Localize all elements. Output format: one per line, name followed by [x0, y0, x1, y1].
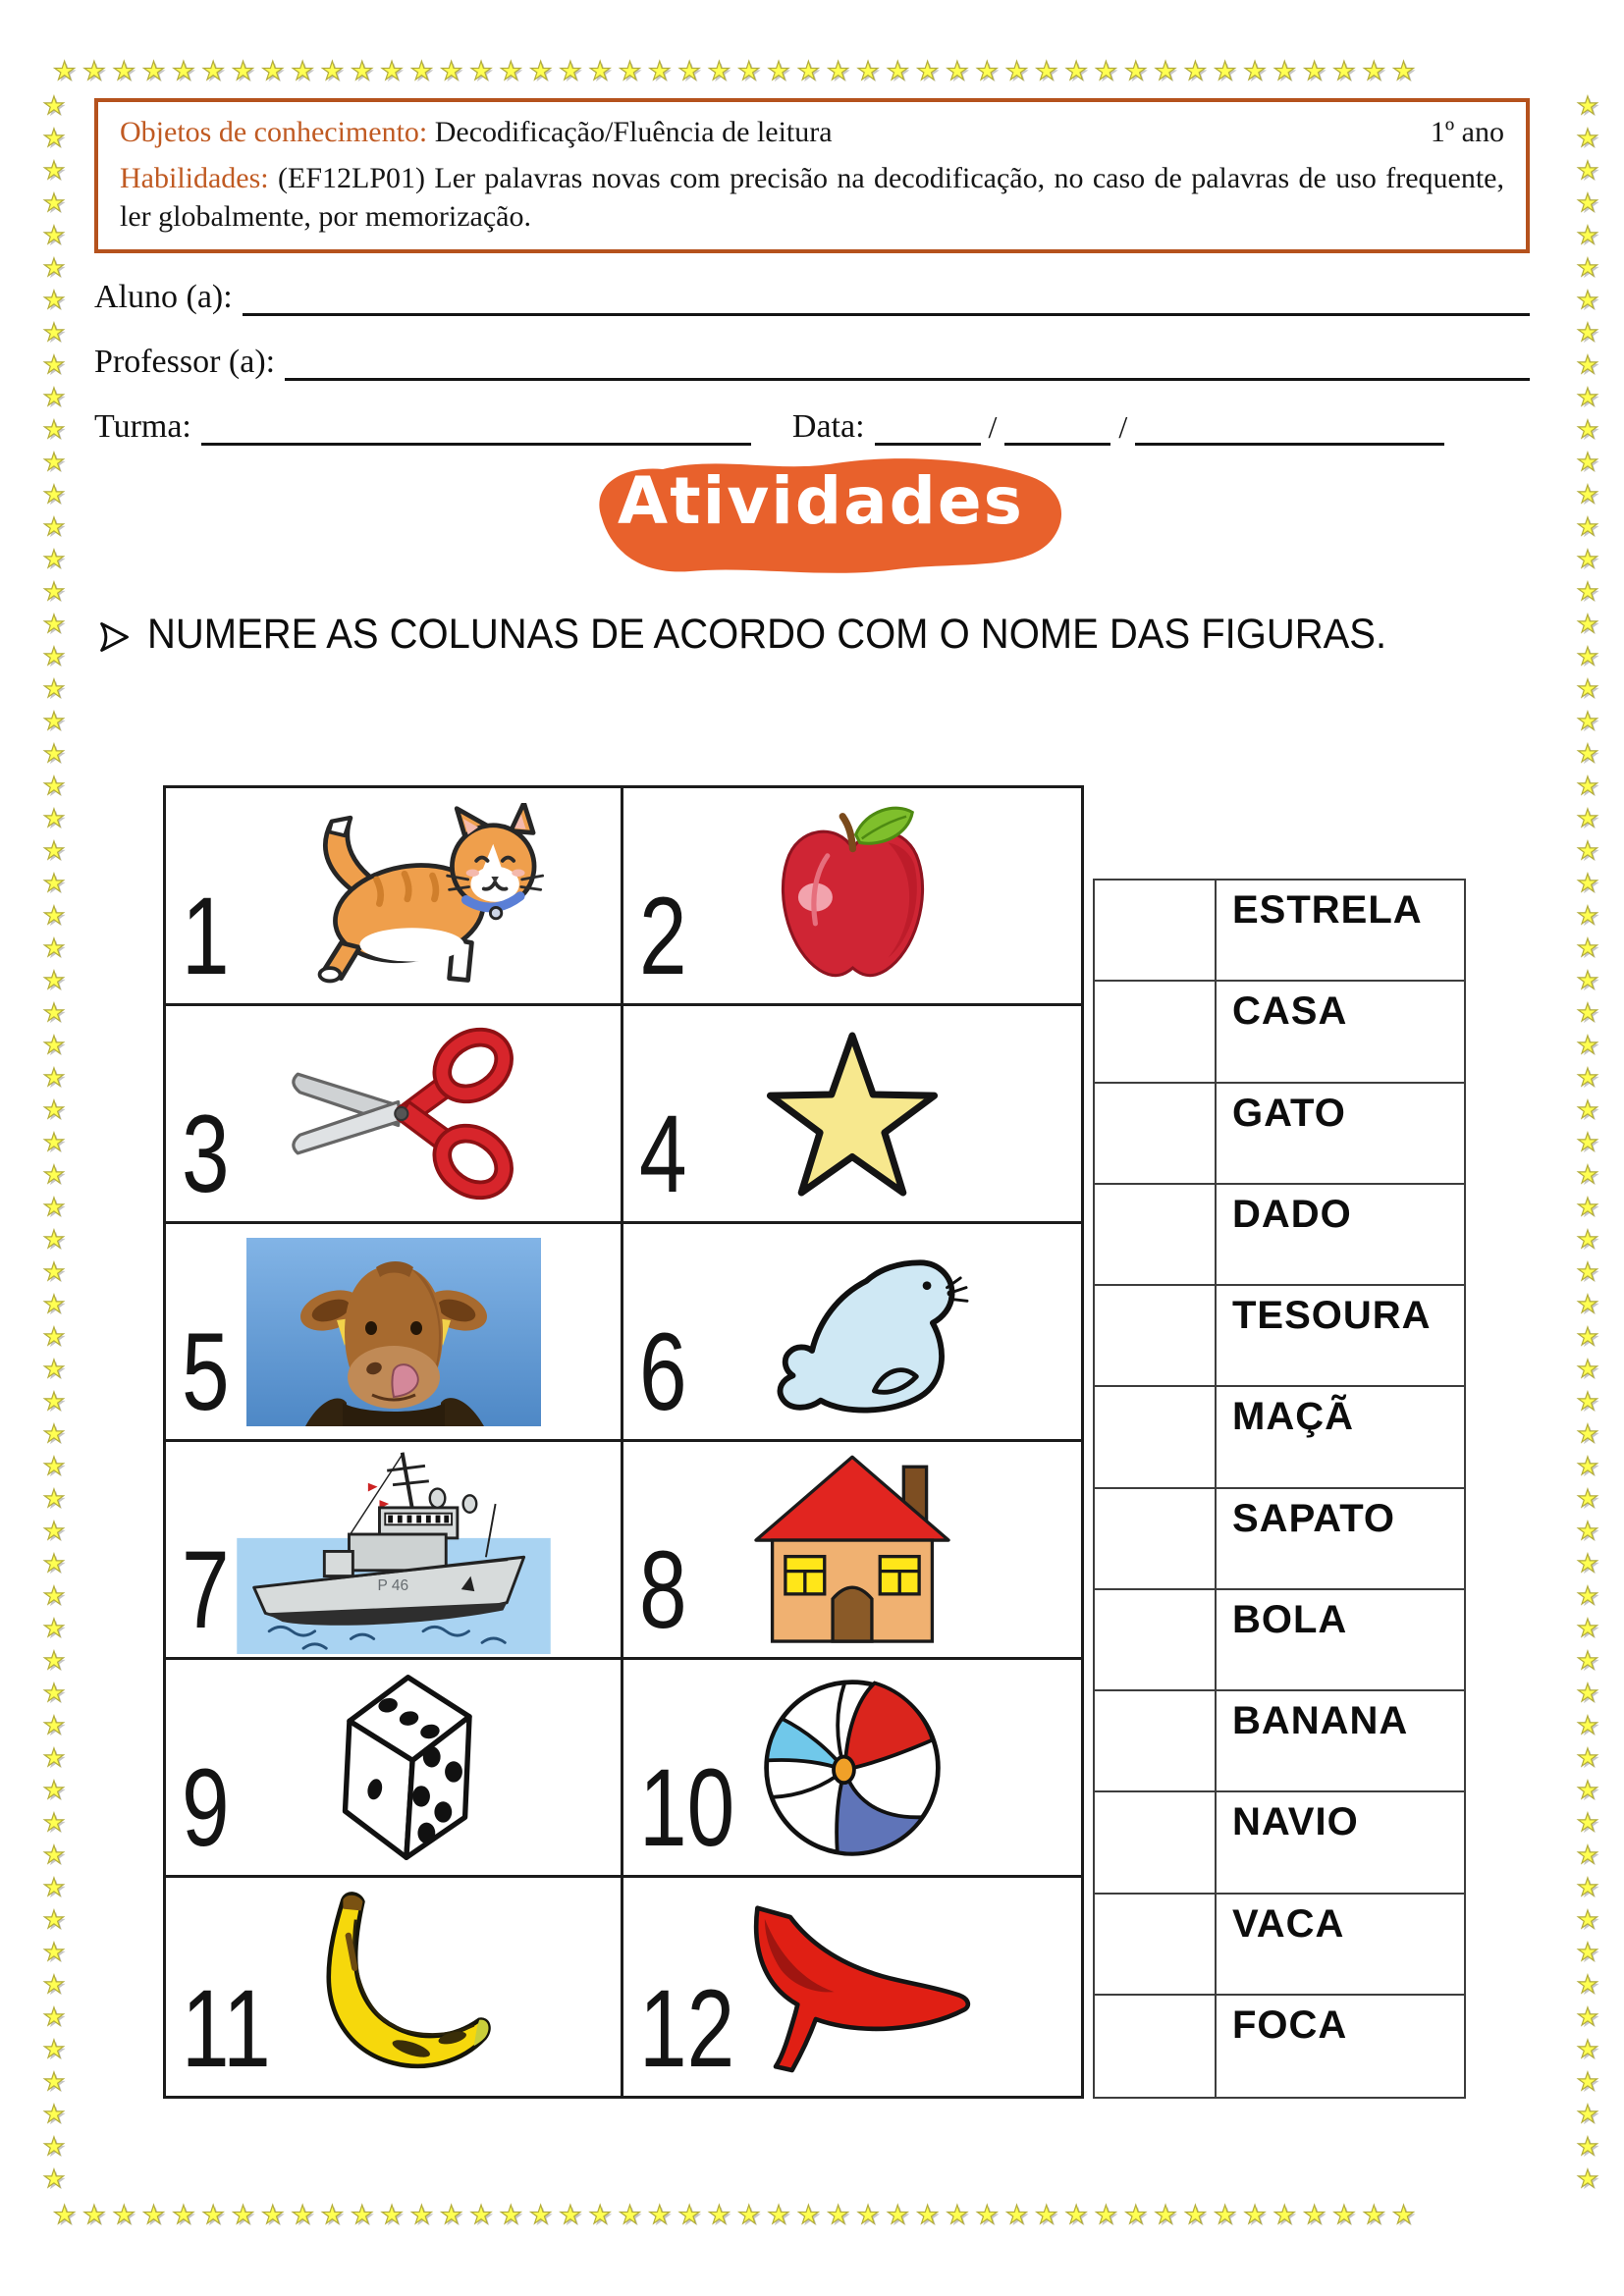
answer-cell[interactable]	[1095, 1489, 1217, 1588]
date-month-blank[interactable]	[1004, 410, 1110, 446]
picture-grid	[163, 785, 1084, 2099]
date-year-blank[interactable]	[1135, 410, 1444, 446]
ball-image	[759, 1675, 946, 1861]
logo-text: Atividades	[618, 463, 1024, 539]
word-label: VACA	[1232, 1901, 1345, 1946]
grade-label: 1º ano	[1430, 116, 1504, 148]
answer-cell[interactable]	[1095, 1895, 1217, 1994]
cell-number: 5	[182, 1310, 230, 1433]
picture-cell-2	[623, 788, 1081, 1006]
date-separator: /	[988, 409, 998, 445]
picture-cell-12	[623, 1878, 1081, 2096]
instruction-text: NUMERE AS COLUNAS DE ACORDO COM O NOME DAS FIGURAS.	[147, 611, 1387, 658]
teacher-name-label: Professor (a):	[94, 344, 276, 380]
date-label: Data:	[791, 408, 865, 445]
teacher-name-blank[interactable]	[285, 346, 1530, 381]
picture-cell-8	[623, 1442, 1081, 1660]
word-label: MAÇÃ	[1232, 1395, 1354, 1439]
cell-number: 1	[182, 875, 230, 997]
picture-cell-7	[166, 1442, 623, 1660]
scissors-image	[242, 1023, 566, 1204]
ship-hull-text: P 46	[377, 1577, 408, 1595]
header-box	[94, 98, 1530, 253]
answer-cell[interactable]	[1095, 1084, 1217, 1183]
cell-number: 2	[639, 875, 687, 997]
star-border-bottom: ★★★★★★★★★★★★★★★★★★★★★★★★★★★★★★★★★★★★★★★★★★★★★★	[53, 2201, 1423, 2229]
cell-number: 6	[639, 1310, 687, 1433]
cell-number: 3	[182, 1093, 230, 1215]
word-row	[1095, 1489, 1464, 1590]
picture-cell-10	[623, 1660, 1081, 1878]
answer-cell[interactable]	[1095, 1387, 1217, 1486]
answer-cell[interactable]	[1095, 1691, 1217, 1790]
habilidades-value: (EF12LP01) Ler palavras novas com precisão na decodificação, no caso de palavras de uso frequente, ler globalmente, por memorização.	[120, 162, 1505, 233]
picture-cell-5	[166, 1224, 623, 1442]
date-day-blank[interactable]	[875, 410, 981, 446]
answer-cell[interactable]	[1095, 1792, 1217, 1892]
cow-image	[246, 1238, 541, 1426]
class-label: Turma:	[94, 408, 191, 445]
word-label: SAPATO	[1232, 1496, 1396, 1540]
habilidades-line	[120, 159, 1504, 236]
student-name-blank[interactable]	[243, 281, 1530, 316]
apple-image	[767, 800, 939, 992]
cat-image	[266, 803, 580, 989]
word-label: FOCA	[1232, 2002, 1348, 2047]
cell-number: 4	[639, 1093, 687, 1215]
class-blank[interactable]	[201, 410, 751, 446]
picture-cell-9	[166, 1660, 623, 1878]
word-label: DADO	[1232, 1192, 1352, 1236]
cell-number: 10	[639, 1746, 735, 1869]
star-border-left: ★★★★★★★★★★★★★★★★★★★★★★★★★★★★★★★★★★★★★★★★★★★★★★★★★★★★★★★★★★★★★★★★★	[42, 93, 66, 2193]
word-row	[1095, 881, 1464, 982]
word-row	[1095, 1996, 1464, 2097]
word-label: CASA	[1232, 989, 1348, 1034]
picture-cell-1	[166, 788, 623, 1006]
cell-number: 11	[182, 1967, 271, 2090]
answer-cell[interactable]	[1095, 982, 1217, 1081]
dice-image	[298, 1667, 489, 1868]
word-table	[1093, 879, 1466, 2099]
ship-image	[237, 1445, 551, 1654]
objetos-label: Objetos de conhecimento:	[120, 116, 428, 148]
word-row	[1095, 1792, 1464, 1894]
word-label: NAVIO	[1232, 1800, 1359, 1844]
teacher-name-row	[94, 336, 1530, 381]
atividades-logo	[571, 450, 1070, 579]
answer-cell[interactable]	[1095, 1590, 1217, 1689]
word-row	[1095, 1590, 1464, 1691]
word-label: TESOURA	[1232, 1294, 1432, 1337]
word-row	[1095, 1084, 1464, 1185]
student-name-label: Aluno (a):	[94, 279, 233, 315]
objetos-line	[120, 116, 833, 149]
shoe-image	[710, 1892, 995, 2083]
word-row	[1095, 1895, 1464, 1996]
word-label: GATO	[1232, 1091, 1346, 1135]
star-border-top: ★★★★★★★★★★★★★★★★★★★★★★★★★★★★★★★★★★★★★★★★★★★★★★	[53, 57, 1423, 85]
picture-cell-6	[623, 1224, 1081, 1442]
word-row	[1095, 1691, 1464, 1792]
word-label: ESTRELA	[1232, 888, 1423, 932]
star-border-right: ★★★★★★★★★★★★★★★★★★★★★★★★★★★★★★★★★★★★★★★★★★★★★★★★★★★★★★★★★★★★★★★★★	[1576, 93, 1599, 2193]
picture-cell-4	[623, 1006, 1081, 1224]
word-label: BOLA	[1232, 1597, 1348, 1641]
cell-number: 9	[182, 1746, 230, 1869]
banana-image	[263, 1884, 523, 2090]
arrow-bullet-icon	[96, 619, 132, 655]
word-row	[1095, 1286, 1464, 1387]
answer-cell[interactable]	[1095, 1185, 1217, 1284]
answer-cell[interactable]	[1095, 881, 1217, 980]
date-separator: /	[1118, 409, 1128, 445]
word-row	[1095, 982, 1464, 1083]
instruction-line	[96, 611, 1480, 659]
word-label: BANANA	[1232, 1699, 1409, 1742]
picture-cell-3	[166, 1006, 623, 1224]
habilidades-label: Habilidades:	[120, 162, 269, 194]
picture-cell-11	[166, 1878, 623, 2096]
answer-cell[interactable]	[1095, 1996, 1217, 2097]
answer-cell[interactable]	[1095, 1286, 1217, 1385]
house-image	[746, 1452, 958, 1648]
star-image	[759, 1016, 946, 1212]
cell-number: 7	[182, 1528, 230, 1651]
seal-image	[710, 1236, 995, 1427]
cell-number: 8	[639, 1528, 687, 1651]
objetos-value: Decodificação/Fluência de leitura	[434, 116, 833, 148]
cell-number: 12	[639, 1967, 735, 2090]
student-name-row	[94, 271, 1530, 316]
word-row	[1095, 1387, 1464, 1488]
word-row	[1095, 1185, 1464, 1286]
class-date-row	[94, 400, 1444, 446]
